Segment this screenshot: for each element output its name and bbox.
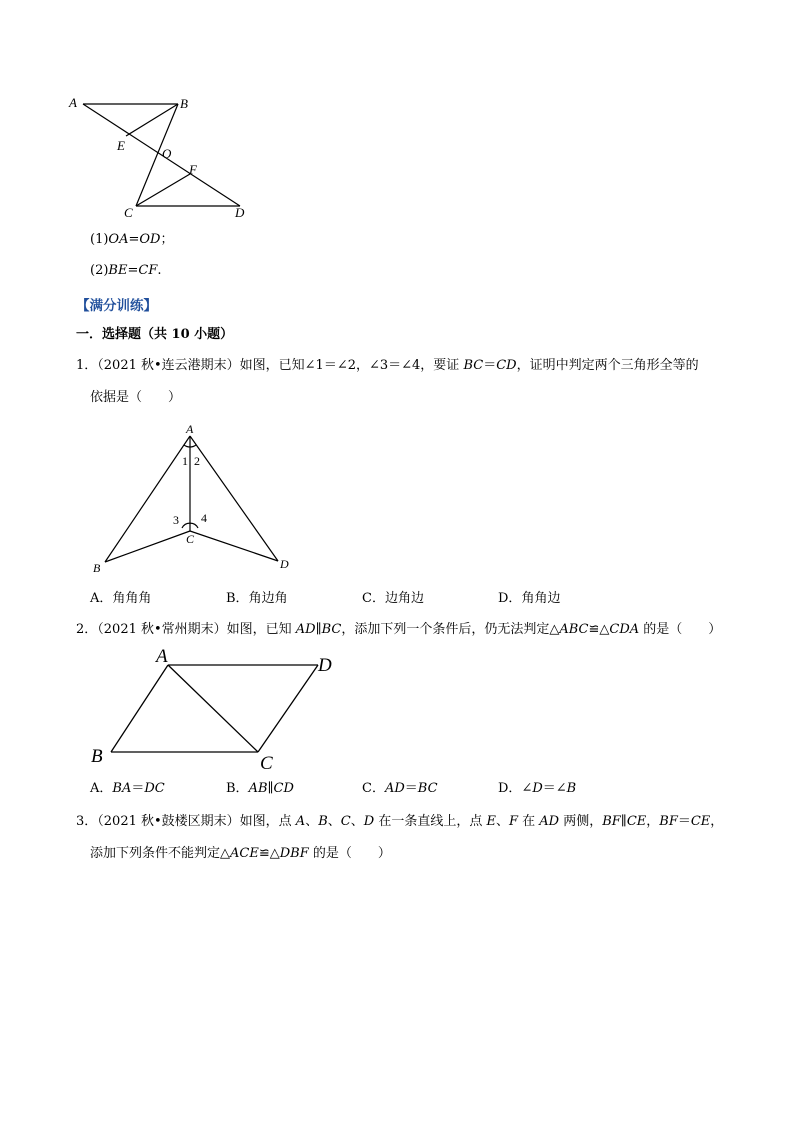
q1-option-b[interactable]: B．角边角	[226, 591, 288, 606]
q3-stem-line1: 3．（2021 秋•鼓楼区期末）如图，点 A、B、C、D 在一条直线上，点 E、F 在 AD 两侧，BF∥CE，BF＝CE，	[76, 814, 724, 829]
label-b: B	[93, 561, 101, 575]
label-e: E	[117, 138, 125, 153]
segment-ac	[168, 665, 258, 752]
figure-top	[60, 92, 260, 226]
prove-item-1: (1)OA=OD；	[90, 232, 174, 247]
segment-ab	[111, 665, 168, 752]
segment-bc	[105, 531, 190, 562]
q1-option-c[interactable]: C．边角边	[362, 591, 424, 606]
angle-label-1: 1	[182, 454, 188, 468]
segment-cd	[258, 665, 318, 752]
angle-label-2: 2	[194, 454, 200, 468]
label-b: B	[180, 96, 188, 111]
label-a: A	[69, 95, 77, 110]
q1-stem-line2: 依据是（ ）	[90, 390, 182, 405]
label-c: C	[186, 532, 195, 546]
q1-figure	[88, 418, 303, 578]
label-d: D	[235, 205, 245, 220]
q2-option-c[interactable]: C．AD＝BC	[362, 781, 438, 796]
angle-label-4: 4	[201, 511, 207, 525]
q3-stem-line2: 添加下列条件不能判定△ACE≌△DBF 的是（ ）	[90, 846, 391, 861]
segment-ab	[105, 436, 190, 562]
segment-cd	[190, 531, 278, 561]
q2-figure	[86, 644, 346, 774]
q1-stem-line1: 1．（2021 秋•连云港期末）如图，已知∠1＝∠2，∠3＝∠4，要证 BC＝CD，证明中判定两个三角形全等的	[76, 358, 699, 373]
label-d: D	[318, 655, 332, 676]
q2-option-b[interactable]: B．AB∥CD	[226, 781, 294, 796]
q2-option-d[interactable]: D．∠D＝∠B	[498, 781, 577, 796]
label-c: C	[260, 753, 273, 774]
label-f: F	[189, 162, 197, 177]
prove-item-2: (2)BE=CF.	[90, 263, 162, 278]
segment-cf	[136, 174, 190, 206]
segment-bc	[136, 104, 178, 206]
label-a: A	[156, 646, 168, 667]
q1-option-a[interactable]: A．角角角	[90, 591, 152, 606]
label-c: C	[124, 205, 133, 220]
section-title: 【满分训练】	[76, 298, 157, 314]
label-b: B	[91, 746, 103, 767]
q1-option-d[interactable]: D．角角边	[498, 591, 561, 606]
label-d: D	[280, 557, 289, 571]
subsection-title: 一．选择题（共 10 小题）	[76, 327, 234, 342]
q2-stem: 2．（2021 秋•常州期末）如图，已知 AD∥BC，添加下列一个条件后，仍无法判定△ABC≌△CDA 的是（ ）	[76, 622, 722, 637]
label-o: O	[162, 146, 172, 161]
label-a: A	[186, 422, 194, 436]
segment-be	[126, 104, 178, 136]
segment-ad	[190, 436, 278, 561]
angle-label-3: 3	[173, 513, 179, 527]
q2-option-a[interactable]: A．BA＝DC	[90, 781, 165, 796]
